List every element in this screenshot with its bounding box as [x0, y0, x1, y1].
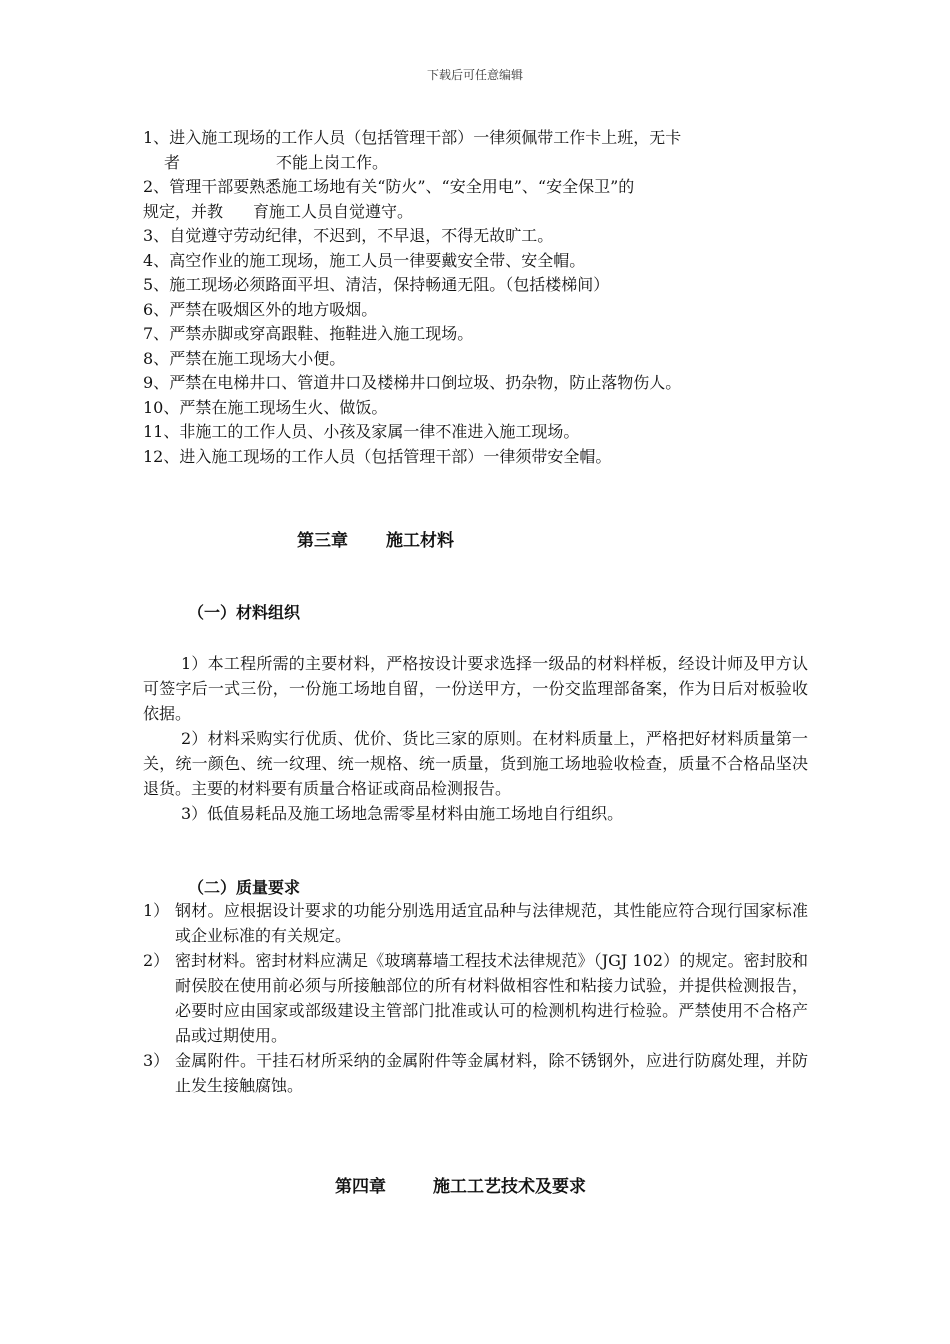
list-item-text: 密封材料。密封材料应满足《玻璃幕墙工程技术法律规范》（JGJ 102）的规定。密封胶和耐侯胶在使用前必须与所接触部位的所有材料做相容性和粘接力试验，并提供检测报告，必要时应由国家或部级建设主管部门批准或认可的检测机构进行检验。严禁使用不合格产品或过期使用。 — [175, 951, 808, 1045]
list-item — [143, 948, 808, 1048]
rule-item: 7、严禁赤脚或穿高跟鞋、拖鞋进入施工现场。 — [143, 324, 474, 343]
material-organization-paragraphs — [143, 651, 808, 826]
list-item-number: 2） — [143, 951, 170, 970]
paragraph: 3）低值易耗品及施工场地急需零星材料由施工场地自行组织。 — [181, 804, 624, 823]
rule-item: 3、自觉遵守劳动纪律，不迟到，不早退，不得无故旷工。 — [143, 226, 554, 245]
chapter-label: 第四章 — [335, 1177, 386, 1197]
rule-item: 1、进入施工现场的工作人员（包括管理干部）一律须佩带工作卡上班，无卡 — [143, 128, 682, 147]
rule-item: 9、严禁在电梯井口、管道井口及楼梯井口倒垃圾、扔杂物，防止落物伤人。 — [143, 373, 682, 392]
section-1-heading: （一）材料组织 — [188, 603, 301, 622]
chapter-4-heading — [335, 1172, 586, 1197]
list-item — [143, 898, 808, 948]
chapter-title: 施工工艺技术及要求 — [433, 1177, 586, 1197]
section-2-heading: （二）质量要求 — [188, 878, 301, 897]
chapter-title: 施工材料 — [386, 531, 454, 551]
rule-item: 11、非施工的工作人员、小孩及家属一律不准进入施工现场。 — [143, 422, 580, 441]
safety-rules-list — [143, 126, 808, 469]
rule-item-continuation: 规定，并教 育施工人员自觉遵守。 — [143, 201, 414, 221]
list-item-number: 1） — [143, 901, 170, 920]
rule-item: 12、进入施工现场的工作人员（包括管理干部）一律须带安全帽。 — [143, 446, 612, 466]
rule-item: 4、高空作业的施工现场，施工人员一律要戴安全带、安全帽。 — [143, 250, 586, 270]
page-header: 下载后可任意编辑 — [426, 68, 523, 82]
list-item-text: 钢材。应根据设计要求的功能分别选用适宜品种与法律规范，其性能应符合现行国家标准或企业标准的有关规定。 — [175, 901, 808, 945]
rule-item: 8、严禁在施工现场大小便。 — [143, 348, 346, 368]
list-item-number: 3） — [143, 1051, 170, 1070]
rule-item: 10、严禁在施工现场生火、做饭。 — [143, 397, 388, 417]
rule-item-continuation: 者 不能上岗工作。 — [164, 152, 389, 172]
chapter-3-heading — [297, 526, 454, 551]
rule-item: 2、管理干部要熟悉施工场地有关“防火”、“安全用电”、“安全保卫”的 — [143, 177, 635, 196]
quality-requirements-list — [143, 898, 808, 1098]
chapter-label: 第三章 — [297, 531, 348, 551]
paragraph: 1）本工程所需的主要材料，严格按设计要求选择一级品的材料样板，经设计师及甲方认可签字后一式三份，一份施工场地自留，一份送甲方，一份交监理部备案，作为日后对板验收依据。 — [143, 654, 808, 723]
list-item-text: 金属附件。干挂石材所采纳的金属附件等金属材料，除不锈钢外，应进行防腐处理，并防止发生接触腐蚀。 — [175, 1051, 808, 1095]
rule-item: 5、施工现场必须路面平坦、清洁，保持畅通无阻。（包括楼梯间） — [143, 275, 610, 294]
rule-item: 6、严禁在吸烟区外的地方吸烟。 — [143, 299, 378, 319]
paragraph: 2）材料采购实行优质、优价、货比三家的原则。在材料质量上，严格把好材料质量第一关，统一颜色、统一纹理、统一规格、统一质量，货到施工场地验收检查，质量不合格品坚决退货。主要的材料要有质量合格证或商品检测报告。 — [143, 729, 808, 798]
list-item — [143, 1048, 808, 1098]
